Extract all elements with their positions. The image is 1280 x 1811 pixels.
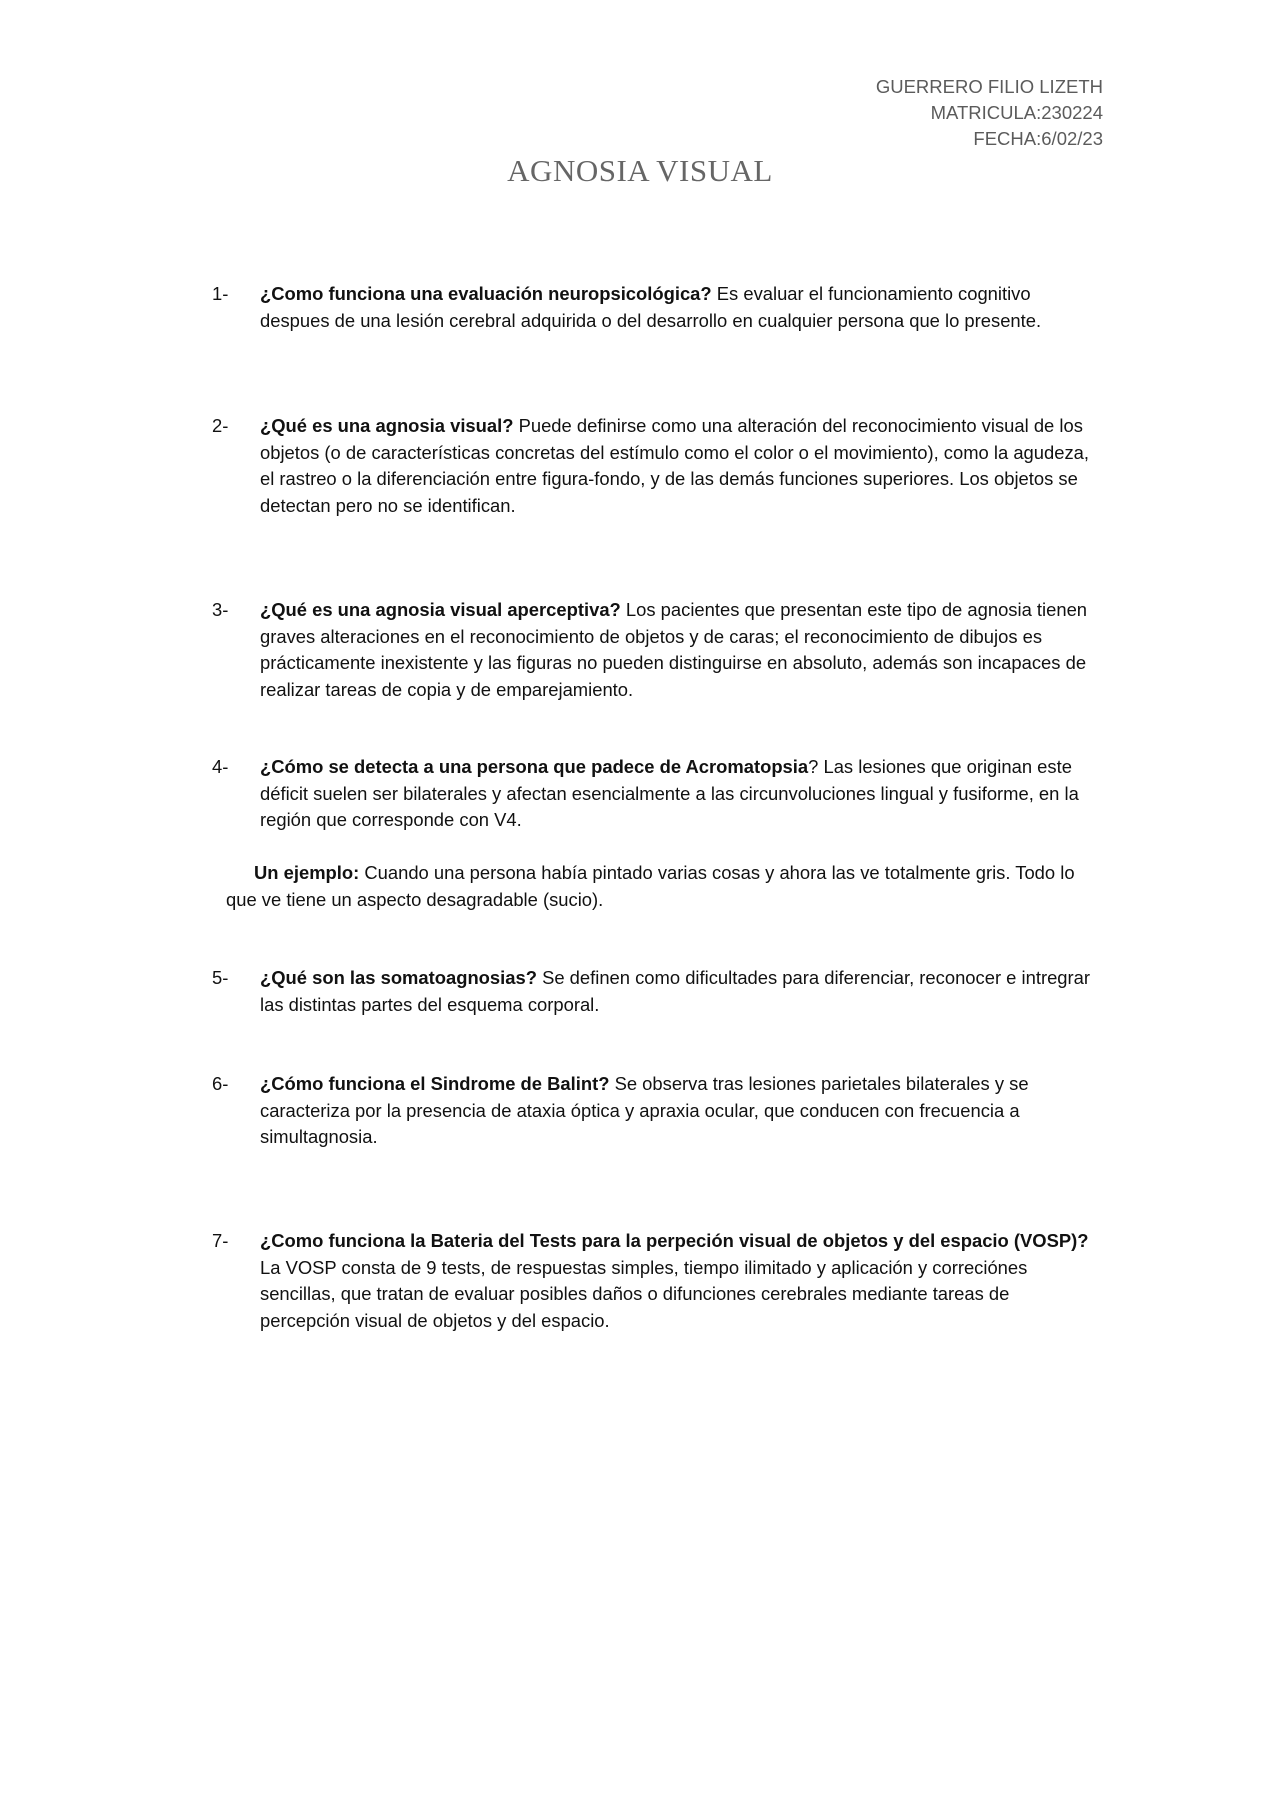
answer-text: Se observa tras lesiones parietales bilaterales y se caracteriza por la presencia de ataxia óptica y apraxia ocular, que conducen con frecuencia a simultagnosia.	[260, 1073, 1029, 1148]
question-7	[212, 1228, 1100, 1334]
answer-text: La VOSP consta de 9 tests, de respuestas simples, tiempo ilimitado y aplicación y correciónes sencillas, que tratan de evaluar posibles daños o difunciones cerebrales mediante tareas de percepción visual de objetos y del espacio.	[260, 1256, 1028, 1331]
answer-text: ? Las lesiones que originan este déficit suelen ser bilaterales y afectan esencialmente a las circunvoluciones lingual y fusiforme, en la región que corresponde con V4.	[260, 756, 1079, 831]
example-text: Cuando una persona había pintado varias cosas y ahora las ve totalmente gris. Todo lo que ve tiene un aspecto desagradable (sucio).	[226, 862, 1075, 910]
example-label: Un ejemplo:	[254, 862, 360, 883]
question-number: 4-	[212, 756, 229, 777]
question-text: ¿Como funciona una evaluación neuropsicológica?	[260, 283, 712, 304]
example-paragraph	[226, 860, 1086, 913]
question-1	[212, 281, 1100, 334]
question-text: ¿Cómo funciona el Sindrome de Balint?	[260, 1073, 610, 1094]
question-number: 7-	[212, 1230, 229, 1251]
question-number: 2-	[212, 415, 229, 436]
question-number: 6-	[212, 1073, 229, 1094]
question-text: ¿Cómo se detecta a una persona que padece de Acromatopsia	[260, 756, 809, 777]
question-number: 3-	[212, 599, 229, 620]
question-2	[212, 413, 1100, 519]
question-4	[212, 754, 1100, 834]
document-date: FECHA:6/02/23	[973, 128, 1103, 149]
answer-text: Los pacientes que presentan este tipo de agnosia tienen graves alteraciones en el reconocimiento de objetos y de caras; el reconocimiento de dibujos es prácticamente inexistente y las figuras no pueden distinguirse en absoluto, además son incapaces de realizar tareas de copia y de emparejamiento.	[260, 599, 1088, 700]
question-text: ¿Qué son las somatoagnosias?	[260, 967, 537, 988]
question-text: ¿Qué es una agnosia visual?	[260, 415, 514, 436]
answer-text: Es evaluar el funcionamiento cognitivo despues de una lesión cerebral adquirida o del desarrollo en cualquier persona que lo presente.	[260, 283, 1042, 331]
student-name: GUERRERO FILIO LIZETH	[875, 76, 1103, 97]
question-text: ¿Como funciona la Bateria del Tests para la perpeción visual de objetos y del espacio (VOSP)?	[260, 1230, 1089, 1251]
question-number: 5-	[212, 967, 229, 988]
student-info	[876, 74, 1103, 152]
question-text: ¿Qué es una agnosia visual aperceptiva?	[260, 599, 621, 620]
page-title: AGNOSIA VISUAL	[507, 153, 773, 188]
answer-text: Se definen como dificultades para diferenciar, reconocer e intregrar las distintas partes del esquema corporal.	[260, 967, 1091, 1015]
answer-text: Puede definirse como una alteración del reconocimiento visual de los objetos (o de características concretas del estímulo como el color o el movimiento), como la agudeza, el rastreo o la diferenciación entre figura-fondo, y de las demás funciones superiores. Los objetos se detectan pero no se identifican.	[260, 415, 1089, 516]
question-3	[212, 597, 1100, 703]
question-6	[212, 1071, 1100, 1151]
question-5	[212, 965, 1100, 1018]
question-number: 1-	[212, 283, 229, 304]
student-matricula: MATRICULA:230224	[930, 102, 1103, 123]
